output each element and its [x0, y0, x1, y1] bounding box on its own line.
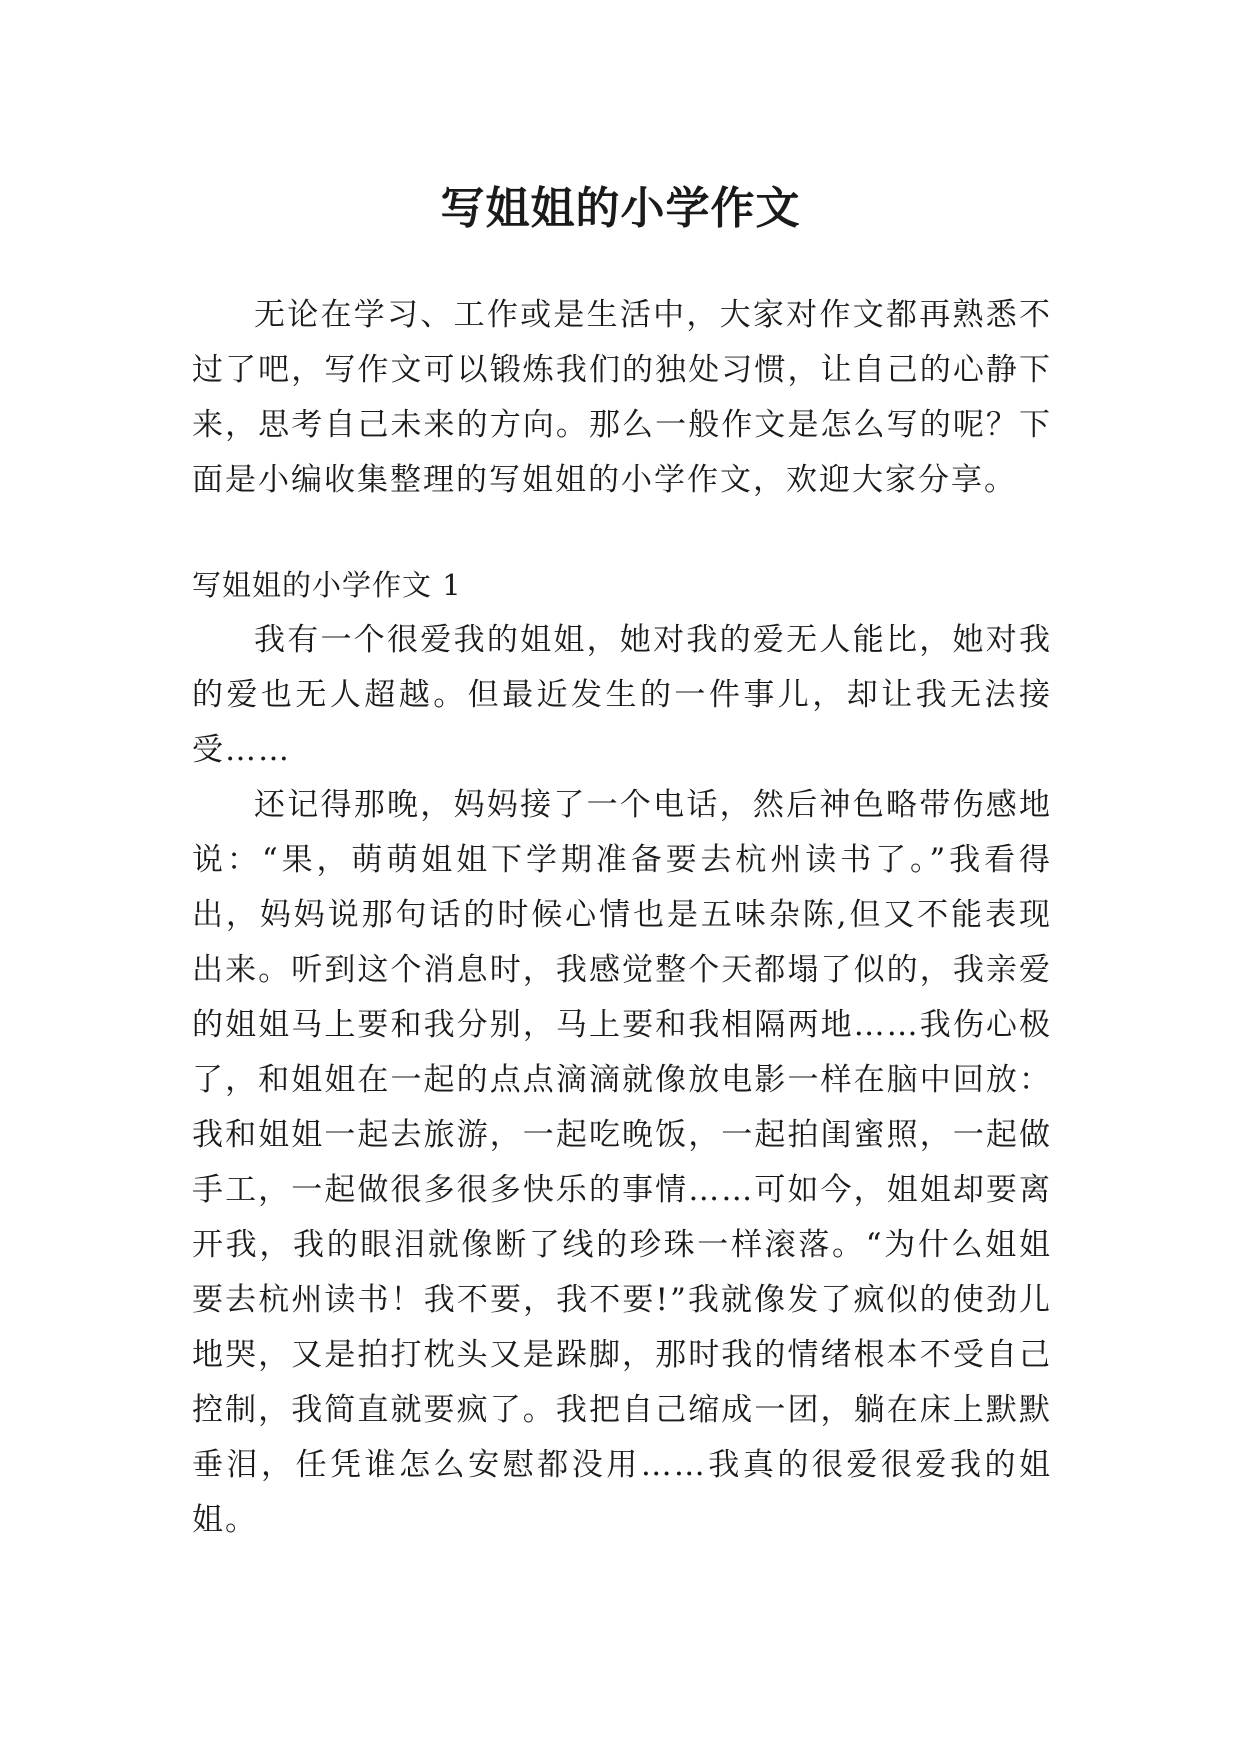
body-paragraph: 还记得那晚，妈妈接了一个电话，然后神色略带伤感地说：“果，萌萌姐姐下学期准备要去杭州读书了。”我看得出，妈妈说那句话的时候心情也是五味杂陈,但又不能表现出来。听到这个消息时，我感觉整个天都塌了似的，我亲爱的姐姐马上要和我分别，马上要和我相隔两地……我伤心极了，和姐姐在一起的点点滴滴就像放电影一样在脑中回放：我和姐姐一起去旅游，一起吃晚饭，一起拍闺蜜照，一起做手工，一起做很多很多快乐的事情……可如今，姐姐却要离开我，我的眼泪就像断了线的珍珠一样滚落。“为什么姐姐要去杭州读书！我不要，我不要!”我就像发了疯似的使劲儿地哭，又是拍打枕头又是跺脚，那时我的情绪根本不受自己控制，我简直就要疯了。我把自己缩成一团，躺在床上默默垂泪，任凭谁怎么安慰都没用……我真的很爱很爱我的姐姐。	[192, 787, 1052, 1538]
body-paragraph: 我有一个很爱我的姐姐，她对我的爱无人能比，她对我的爱也无人超越。但最近发生的一件事儿，却让我无法接受……	[192, 622, 1052, 768]
intro-paragraph: 无论在学习、工作或是生活中，大家对作文都再熟悉不过了吧，写作文可以锻炼我们的独处习惯，让自己的心静下来，思考自己未来的方向。那么一般作文是怎么写的呢？下面是小编收集整理的写姐姐的小学作文，欢迎大家分享。	[192, 297, 1052, 498]
section-heading: 写姐姐的小学作文 1	[192, 568, 462, 602]
document-title: 写姐姐的小学作文	[440, 183, 801, 235]
document-body	[192, 288, 1052, 1548]
essay-section-1	[192, 558, 1052, 1548]
